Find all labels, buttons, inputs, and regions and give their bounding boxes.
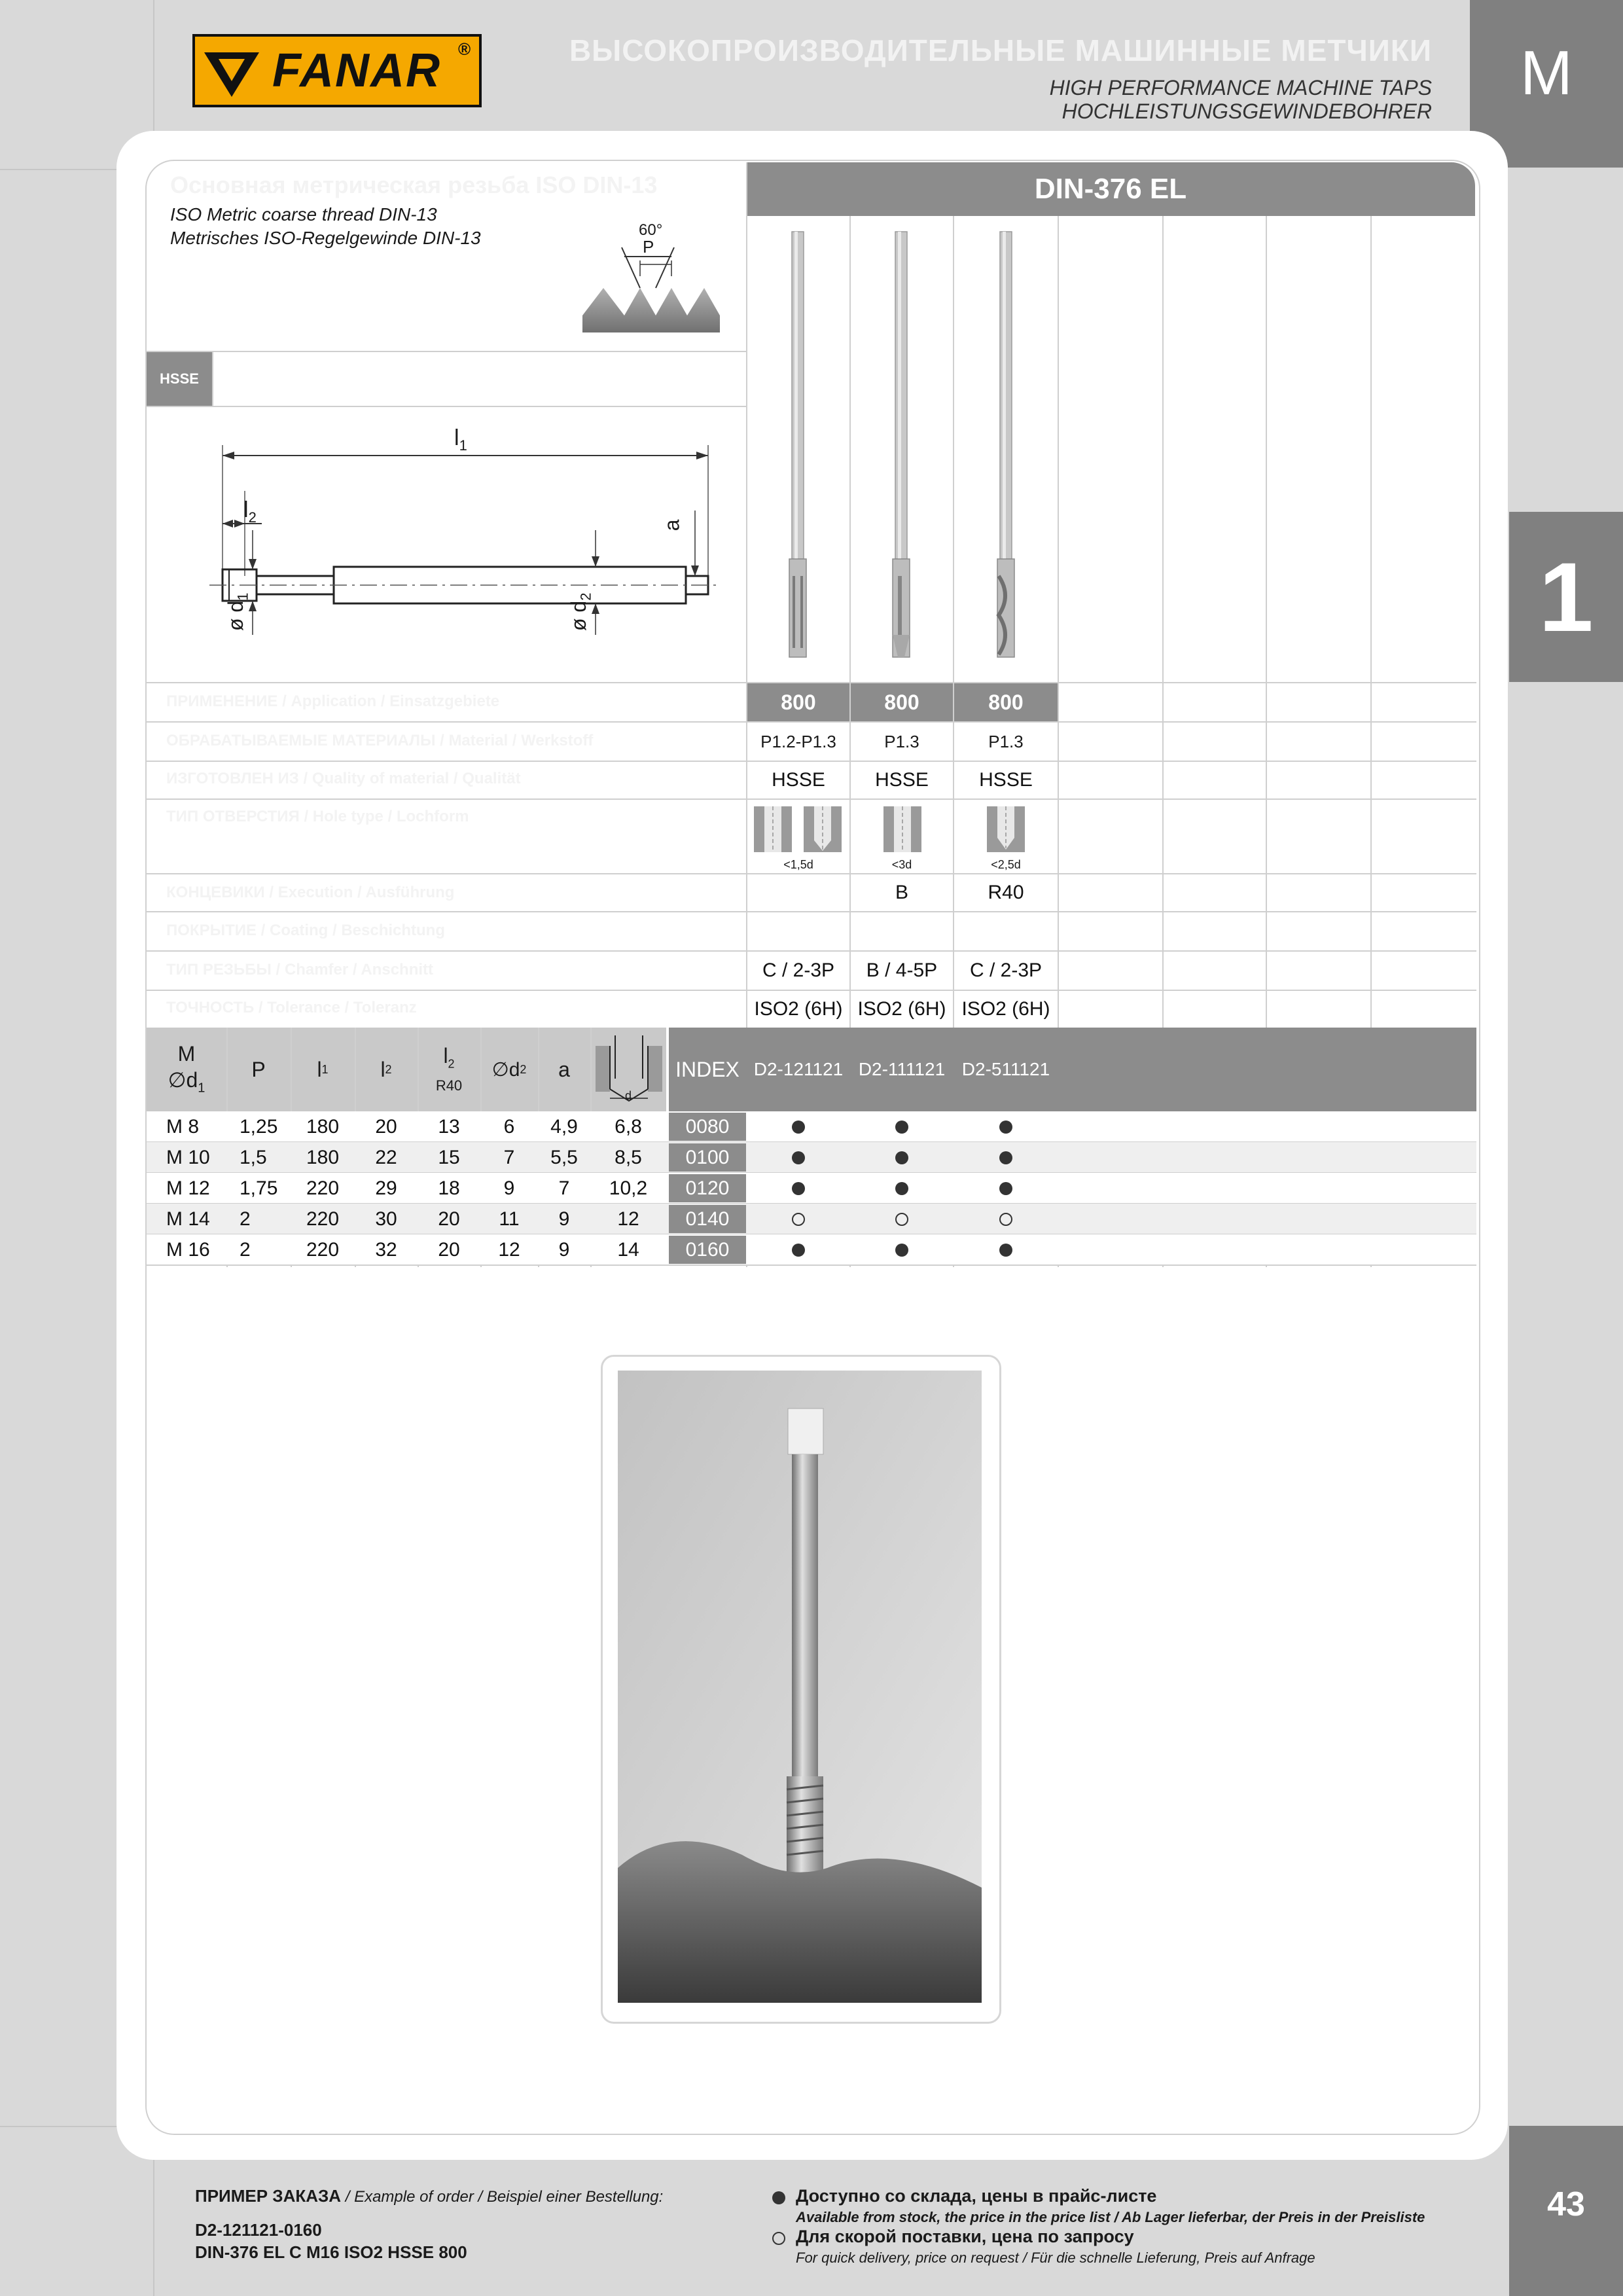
fanar-logo: [192, 34, 482, 107]
page-number: 43: [1509, 2126, 1623, 2296]
in-stock-dot-icon: [895, 1182, 908, 1195]
header-title-ru: ВЫСОКОПРОИЗВОДИТЕЛЬНЫЕ МАШИННЫЕ МЕТЧИКИ: [569, 33, 1432, 67]
table-cell-d2: 9: [503, 1177, 515, 1199]
quality-value: HSSE: [979, 769, 1033, 791]
table-cell-index: 0120: [669, 1174, 746, 1202]
v-logo-icon: [195, 37, 268, 105]
dim-l2-label: $l_2$: [243, 497, 257, 526]
thread-angle-label: 60°: [639, 221, 663, 239]
order-example-description: DIN-376 EL C M16 ISO2 HSSE 800: [195, 2242, 467, 2262]
standard-header: DIN-376 EL: [746, 162, 1475, 216]
thread-pitch-label: P: [643, 237, 654, 257]
availability-cell: [747, 1204, 849, 1234]
grid-line: [147, 798, 1476, 800]
application-value: 800: [988, 690, 1024, 714]
execution-value: B: [895, 882, 908, 903]
table-cell-l2: 30: [375, 1208, 397, 1230]
col-header-p: P: [251, 1057, 266, 1081]
table-cell-d2: 11: [499, 1208, 520, 1230]
availability-cell: [954, 1234, 1058, 1265]
in-stock-dot-icon: [792, 1121, 805, 1134]
in-stock-dot-icon: [999, 1151, 1012, 1164]
on-request-ring-icon: [895, 1213, 908, 1226]
col-header-a: a: [558, 1057, 570, 1081]
chamfer-value: B / 4-5P: [866, 960, 938, 981]
dim-a-label: a: [660, 519, 684, 531]
legend-request: Для скорой поставки, цена по запросу For quick delivery, price on request / Für die schnelle Lieferung, Preis auf Anfrage: [796, 2227, 1315, 2266]
header-title-de: HOCHLEISTUNGSGEWINDEBOHRER: [1061, 99, 1432, 123]
in-stock-dot-icon: [999, 1182, 1012, 1195]
chapter-tab[interactable]: 1: [1509, 512, 1623, 682]
chamfer-value: C / 2-3P: [969, 960, 1043, 981]
in-stock-dot-icon: [792, 1244, 805, 1257]
availability-cell: [851, 1142, 953, 1173]
application-value: 800: [884, 690, 919, 714]
divider: [147, 406, 746, 407]
table-cell-index: 0160: [669, 1236, 746, 1264]
application-value: 800: [781, 690, 816, 714]
stock-dot-icon: [772, 2191, 785, 2204]
table-cell-size: M 14: [166, 1208, 210, 1230]
hole-type-icon: [984, 804, 1027, 856]
table-cell-l2r40: 20: [438, 1238, 460, 1261]
page-divider-bottom: [0, 2126, 118, 2127]
material-value: P1.2-P1.3: [760, 731, 836, 751]
spec-label-tolerance: ТОЧНОСТЬ / Tolerance / Toleranz: [166, 999, 417, 1016]
table-cell-l2r40: 20: [438, 1208, 460, 1230]
col-header-index: INDEX: [675, 1057, 740, 1081]
spec-label-hole-type: ТИП ОТВЕРСТИЯ / Hole type / Lochform: [166, 808, 469, 825]
table-cell-dd: 12: [617, 1208, 639, 1230]
order-example-title: ПРИМЕР ЗАКАЗА / Example of order / Beispiel einer Bestellung:: [195, 2186, 664, 2206]
table-cell-p: 1,75: [240, 1177, 278, 1199]
table-cell-size: M 12: [166, 1177, 210, 1199]
table-cell-l1: 220: [306, 1238, 340, 1261]
divider: [147, 351, 746, 352]
table-cell-size: M 8: [166, 1115, 200, 1138]
quality-value: HSSE: [875, 769, 929, 791]
table-cell-dd: 8,5: [615, 1146, 642, 1168]
chamfer-value: C / 2-3P: [762, 960, 835, 981]
availability-cell: [747, 1142, 849, 1173]
tap-image-2: [878, 229, 924, 661]
tolerance-value: ISO2 (6H): [754, 998, 843, 1020]
dim-l1-label: $l_1$: [454, 425, 467, 454]
col-header-code: D2-111121: [858, 1059, 946, 1079]
availability-cell: [851, 1173, 953, 1204]
table-cell-l1: 220: [306, 1177, 340, 1199]
table-cell-d2: 12: [498, 1238, 520, 1261]
table-cell-dd: 6,8: [615, 1115, 642, 1138]
material-value: P1.3: [988, 731, 1024, 751]
dim-d1-label: ø $d_1$: [224, 592, 251, 631]
availability-cell: [747, 1111, 849, 1142]
tap-dimension-drawing: [196, 419, 733, 681]
col-header-code: D2-511121: [961, 1059, 1050, 1079]
table-cell-l1: 220: [306, 1208, 340, 1230]
intro-line-de: Metrisches ISO-Regelgewinde DIN-13: [170, 228, 481, 248]
spec-label-material: ОБРАБАТЫВАЕМЫЕ МАТЕРИАЛЫ / Material / Werkstoff: [166, 732, 594, 749]
in-stock-dot-icon: [999, 1121, 1012, 1134]
availability-cell: [954, 1142, 1058, 1173]
intro-title-ru: Основная метрическая резьба ISO DIN-13: [170, 171, 658, 198]
tolerance-value: ISO2 (6H): [857, 998, 946, 1020]
table-cell-a: 9: [558, 1208, 570, 1230]
grid-line: [147, 911, 1476, 912]
availability-cell: [851, 1204, 953, 1234]
table-cell-l2r40: 13: [438, 1115, 460, 1138]
spec-label-quality: ИЗГОТОВЛЕН ИЗ / Quality of material / Qualität: [166, 770, 521, 787]
col-header-code: D2-121121: [753, 1059, 844, 1079]
spec-label-chamfer: ТИП РЕЗЬБЫ / Chamfer / Anschnitt: [166, 961, 434, 978]
table-cell-a: 5,5: [550, 1146, 578, 1168]
on-request-ring-icon: [792, 1213, 805, 1226]
spec-label-application: ПРИМЕНЕНИЕ / Application / Einsatzgebiete: [166, 692, 500, 710]
execution-value: [747, 874, 849, 911]
table-cell-a: 4,9: [550, 1115, 578, 1138]
table-cell-l1: 180: [306, 1115, 340, 1138]
in-stock-dot-icon: [792, 1182, 805, 1195]
table-cell-l2: 29: [375, 1177, 397, 1199]
availability-cell: [954, 1173, 1058, 1204]
in-stock-dot-icon: [792, 1151, 805, 1164]
hole-type-icon: [751, 804, 846, 856]
table-cell-l2: 32: [375, 1238, 397, 1261]
availability-cell: [851, 1111, 953, 1142]
hole-depth: <2,5d: [991, 857, 1021, 871]
in-stock-dot-icon: [895, 1244, 908, 1257]
request-ring-icon: [772, 2232, 785, 2245]
table-cell-index: 0140: [669, 1205, 746, 1233]
table-cell-p: 1,5: [240, 1146, 267, 1168]
col-header-l1: l 1: [317, 1057, 329, 1081]
product-photo: [618, 1371, 982, 2003]
tap-image-1: [775, 229, 821, 661]
table-cell-l2: 22: [375, 1146, 397, 1168]
on-request-ring-icon: [999, 1213, 1012, 1226]
table-cell-p: 2: [240, 1238, 251, 1261]
order-example-code: D2-121121-0160: [195, 2220, 322, 2240]
tap-image-3: [983, 229, 1029, 661]
hole-depth: <3d: [891, 857, 912, 871]
col-header-l2-r40: $l_2$ R40: [435, 1043, 463, 1094]
hole-type-icon: [881, 804, 924, 856]
table-cell-d2: 7: [503, 1146, 515, 1168]
material-value: P1.3: [884, 731, 919, 751]
brand-name: FANAR: [272, 45, 441, 97]
availability-cell: [954, 1204, 1058, 1234]
table-cell-a: 7: [558, 1177, 570, 1199]
table-cell-index: 0080: [669, 1113, 746, 1141]
col-header-size: M $\emptyset d_1$: [168, 1041, 205, 1096]
col-header-d2: ∅d 2: [491, 1058, 527, 1081]
availability-cell: [747, 1173, 849, 1204]
divider: [212, 352, 213, 406]
execution-value: R40: [988, 882, 1024, 903]
hole-depth: <1,5d: [783, 857, 813, 871]
table-cell-p: 2: [240, 1208, 251, 1230]
tolerance-value: ISO2 (6H): [961, 998, 1050, 1020]
table-cell-d2: 6: [503, 1115, 515, 1138]
spec-label-execution: КОНЦЕВИКИ / Execution / Ausführung: [166, 884, 455, 901]
table-cell-dd: 14: [617, 1238, 639, 1261]
quality-value: HSSE: [772, 769, 825, 791]
header-subtitle: [1050, 76, 1432, 123]
dim-d2-label: ø $d_2$: [567, 592, 594, 631]
legend-stock: Доступно со склада, цены в прайс-листе Available from stock, the price in the price list / Ab Lager lieferbar, der Preis in der Preisliste: [796, 2186, 1425, 2225]
registered-mark: ®: [458, 39, 471, 59]
section-tab[interactable]: M: [1470, 0, 1623, 168]
table-cell-size: M 10: [166, 1146, 210, 1168]
col-header-l2: l 2: [380, 1057, 392, 1081]
table-cell-index: 0100: [669, 1143, 746, 1172]
table-cell-l2r40: 18: [438, 1177, 460, 1199]
spec-label-coating: ПОКРЫТИЕ / Coating / Beschichtung: [166, 922, 445, 939]
table-cell-dd: 10,2: [609, 1177, 648, 1199]
thread-d-label: d: [625, 1089, 632, 1102]
intro-line-en: ISO Metric coarse thread DIN-13: [170, 204, 437, 224]
header-title-en: HIGH PERFORMANCE MACHINE TAPS: [1049, 76, 1432, 99]
availability-cell: [851, 1234, 953, 1265]
table-cell-size: M 16: [166, 1238, 210, 1261]
table-cell-l1: 180: [306, 1146, 340, 1168]
table-cell-l2r40: 15: [438, 1146, 460, 1168]
availability-cell: [747, 1234, 849, 1265]
table-cell-l2: 20: [375, 1115, 397, 1138]
page-divider-top: [0, 169, 118, 170]
in-stock-dot-icon: [895, 1121, 908, 1134]
table-cell-a: 9: [558, 1238, 570, 1261]
in-stock-dot-icon: [895, 1151, 908, 1164]
material-badge: HSSE: [147, 352, 212, 406]
table-cell-p: 1,25: [240, 1115, 278, 1138]
availability-cell: [954, 1111, 1058, 1142]
in-stock-dot-icon: [999, 1244, 1012, 1257]
